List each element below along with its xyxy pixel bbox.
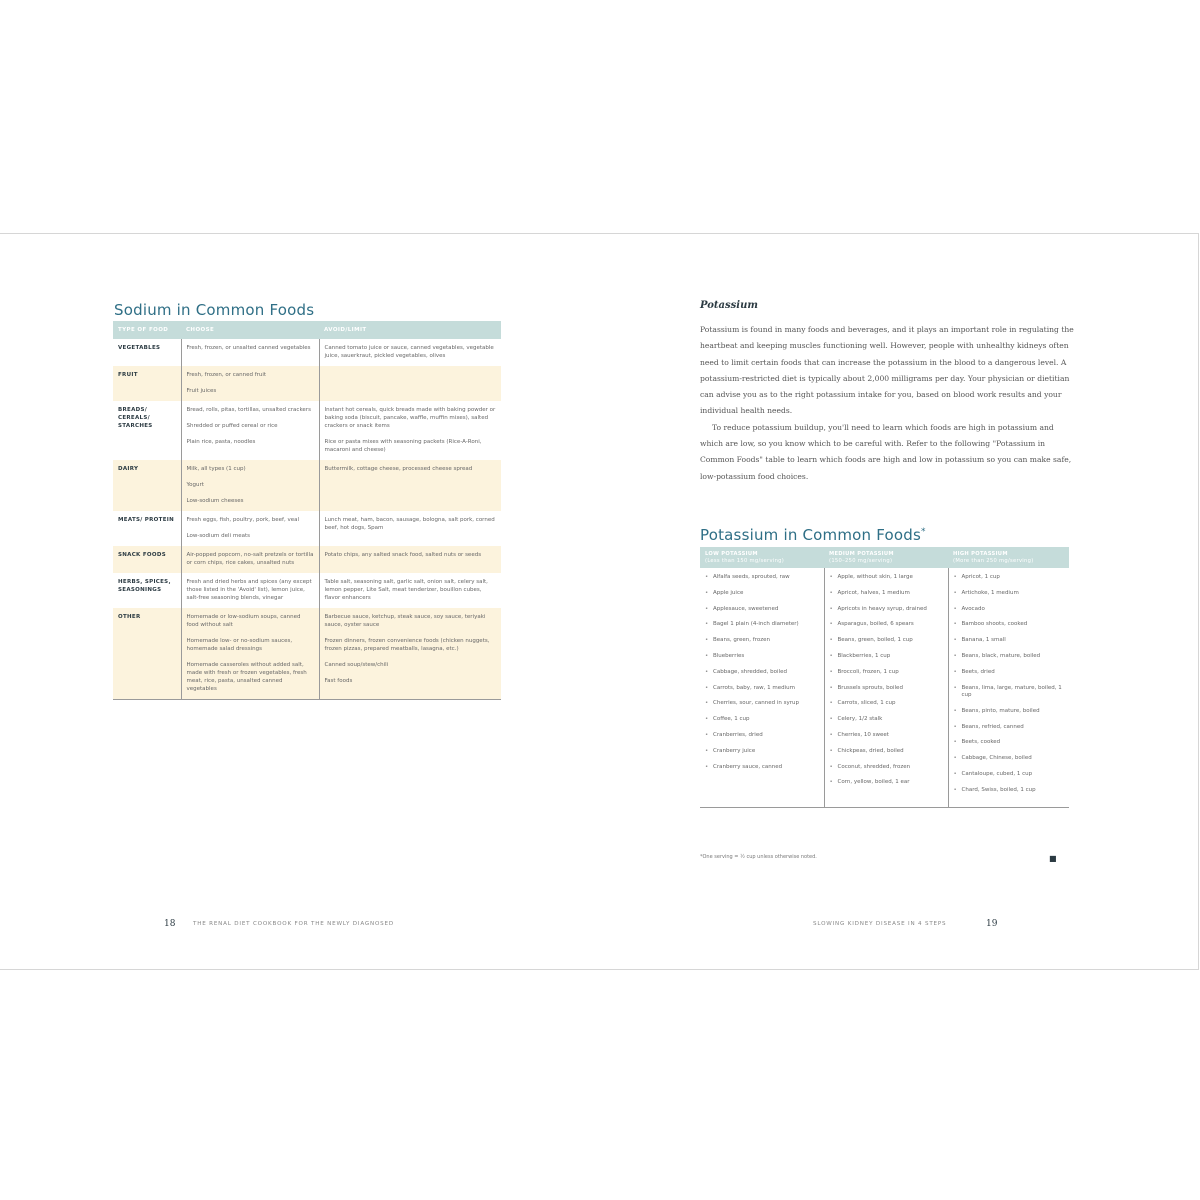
choose-cell	[181, 546, 319, 573]
choose-cell	[181, 366, 319, 401]
food-category: FRUIT	[113, 366, 181, 401]
choose-item: Homemade low- or no-sodium sauces, homemade salad dressings	[186, 638, 293, 652]
high-potassium-item: • Beans, pinto, mature, boiled	[953, 708, 1066, 716]
low-potassium-item: • Alfalfa seeds, sprouted, raw	[704, 574, 820, 582]
low-potassium-item: • Bagel 1 plain (4-inch diameter)	[704, 621, 820, 629]
medium-potassium-item: • Celery, 1/2 stalk	[829, 716, 944, 724]
column-header: TYPE OF FOOD	[113, 321, 181, 339]
low-potassium-item: • Beans, green, frozen	[704, 637, 820, 645]
choose-item: Low-sodium deli meats	[186, 533, 250, 539]
column-label: LOW POTASSIUM	[705, 551, 758, 557]
sodium-table-header	[113, 321, 501, 339]
high-potassium-item: • Beans, lima, large, mature, boiled, 1 cup	[953, 685, 1066, 700]
high-potassium-item: • Banana, 1 small	[953, 637, 1066, 645]
food-category: BREADS/ CEREALS/ STARCHES	[118, 407, 153, 429]
sodium-table-row	[113, 546, 501, 573]
avoid-item: Potato chips, any salted snack food, salted nuts or seeds	[324, 552, 482, 558]
medium-potassium-item: • Blackberries, 1 cup	[829, 653, 944, 661]
high-potassium-item: • Artichoke, 1 medium	[953, 590, 1066, 598]
food-category: SNACK FOODS	[113, 546, 181, 573]
column-header: CHOOSE	[181, 321, 319, 339]
avoid-cell	[319, 546, 501, 573]
choose-cell	[181, 511, 319, 546]
high-potassium-item: • Beets, dried	[953, 669, 1066, 677]
medium-potassium-item: • Asparagus, boiled, 6 spears	[829, 621, 944, 629]
running-head: THE RENAL DIET COOKBOOK FOR THE NEWLY DIAGNOSED	[193, 921, 394, 927]
avoid-cell	[319, 401, 501, 460]
left-page	[0, 234, 599, 969]
potassium-table-row	[700, 568, 1069, 807]
choose-item: Fresh and dried herbs and spices (any except those listed in the 'Avoid' list), lemon juice, salt-free seasoning blends, vinegar	[186, 579, 312, 601]
choose-cell	[181, 573, 319, 608]
low-potassium-item: • Coffee, 1 cup	[704, 716, 820, 724]
sodium-table-row	[113, 366, 501, 401]
low-potassium-item: • Cabbage, shredded, boiled	[704, 669, 820, 677]
choose-item: Shredded or puffed cereal or rice	[186, 423, 278, 429]
title-footnote-mark: *	[921, 527, 926, 537]
sodium-table-row	[113, 460, 501, 511]
low-potassium-item: • Applesauce, sweetened	[704, 606, 820, 614]
low-potassium-list	[704, 574, 820, 771]
avoid-item: Barbecue sauce, ketchup, steak sauce, soy sauce, teriyaki sauce, oyster sauce	[324, 614, 486, 628]
medium-potassium-item: • Apricots in heavy syrup, drained	[829, 606, 944, 614]
medium-potassium-item: • Carrots, sliced, 1 cup	[829, 700, 944, 708]
avoid-cell	[319, 339, 501, 366]
medium-potassium-item: • Brussels sprouts, boiled	[829, 685, 944, 693]
medium-potassium-item: • Beans, green, boiled, 1 cup	[829, 637, 944, 645]
choose-item: Homemade casseroles without added salt, made with fresh or frozen vegetables, fresh meat, rice, pasta, unsalted canned vegetables	[186, 662, 307, 692]
avoid-cell	[319, 460, 501, 511]
choose-item: Plain rice, pasta, noodles	[186, 439, 256, 445]
low-potassium-item: • Cranberry sauce, canned	[704, 764, 820, 772]
low-potassium-item: • Blueberries	[704, 653, 820, 661]
low-potassium-item: • Cranberry juice	[704, 748, 820, 756]
book-spread	[0, 233, 1199, 970]
sodium-table	[113, 321, 501, 700]
high-potassium-item: • Cantaloupe, cubed, 1 cup	[953, 771, 1066, 779]
medium-potassium-item: • Coconut, shredded, frozen	[829, 764, 944, 772]
high-potassium-item: • Beans, black, mature, boiled	[953, 653, 1066, 661]
high-potassium-item: • Bamboo shoots, cooked	[953, 621, 1066, 629]
column-label: HIGH POTASSIUM	[953, 551, 1008, 557]
sodium-table-row	[113, 511, 501, 546]
low-potassium-item: • Cranberries, dried	[704, 732, 820, 740]
medium-potassium-item: • Cherries, 10 sweet	[829, 732, 944, 740]
potassium-table-title	[700, 526, 926, 544]
medium-potassium-item: • Apple, without skin, 1 large	[829, 574, 944, 582]
food-category: MEATS/ PROTEIN	[118, 517, 174, 523]
sodium-table-row	[113, 573, 501, 608]
avoid-cell	[319, 366, 501, 401]
choose-item: Low-sodium cheeses	[186, 498, 244, 504]
food-category: HERBS, SPICES, SEASONINGS	[118, 579, 171, 593]
avoid-cell	[319, 608, 501, 700]
medium-potassium-cell	[824, 568, 948, 807]
avoid-item: Canned soup/stew/chili	[324, 662, 389, 668]
food-category: DAIRY	[113, 460, 181, 511]
choose-cell	[181, 460, 319, 511]
potassium-table	[700, 547, 1069, 808]
running-head: SLOWING KIDNEY DISEASE IN 4 STEPS	[813, 921, 947, 927]
right-page	[600, 234, 1198, 969]
medium-potassium-item: • Corn, yellow, boiled, 1 ear	[829, 779, 944, 787]
high-potassium-item: • Cabbage, Chinese, boiled	[953, 755, 1066, 763]
medium-potassium-item: • Chickpeas, dried, boiled	[829, 748, 944, 756]
choose-item: Air-popped popcorn, no-salt pretzels or tortilla or corn chips, rice cakes, unsalted nuts	[186, 552, 314, 566]
column-header: AVOID/LIMIT	[319, 321, 501, 339]
paragraph: To reduce potassium buildup, you'll need to learn which foods are high in potassium and which are low, so you know which to be careful with. Refer to the following "Potassium in Common Foods" table to learn which foods are high and low in potassium so you can make safe, low-potassium food choices.	[700, 422, 1072, 481]
food-category: OTHER	[113, 608, 181, 700]
end-mark: ■	[1049, 854, 1057, 863]
page-number: 18	[164, 919, 176, 929]
food-category: VEGETABLES	[118, 345, 161, 351]
paragraph: Potassium is found in many foods and beverages, and it plays an important role in regulating the heartbeat and keeping muscles functioning well. However, people with unhealthy kidneys often need to limit certain foods that can increase the potassium in the blood to a dangerous level. A potassium-restricted diet is typically about 2,000 milligrams per day. Your physician or dietitian can advise you as to the right potassium intake for you, based on blood work results and your individual health needs.	[700, 325, 1074, 416]
medium-potassium-item: • Broccoli, frozen, 1 cup	[829, 669, 944, 677]
sodium-table-row	[113, 339, 501, 366]
high-potassium-item: • Apricot, 1 cup	[953, 574, 1066, 582]
choose-item: Milk, all types (1 cup)	[186, 466, 246, 472]
sodium-table-row	[113, 401, 501, 460]
avoid-item: Canned tomato juice or sauce, canned vegetables, vegetable juice, sauerkraut, pickled vegetables, olives	[324, 345, 494, 359]
choose-item: Bread, rolls, pitas, tortillas, unsalted crackers	[186, 407, 311, 413]
high-potassium-item: • Beets, cooked	[953, 739, 1066, 747]
high-potassium-list	[953, 574, 1066, 794]
choose-item: Fresh, frozen, or unsalted canned vegetables	[186, 345, 311, 351]
medium-potassium-list	[829, 574, 944, 787]
potassium-heading: Potassium	[700, 300, 758, 311]
column-header	[824, 547, 948, 568]
avoid-item: Lunch meat, ham, bacon, sausage, bologna, salt pork, corned beef, hot dogs, Spam	[324, 517, 495, 531]
column-sublabel: (Less than 150 mg/serving)	[705, 558, 785, 564]
column-sublabel: (More than 250 mg/serving)	[953, 558, 1034, 564]
choose-item: Yogurt	[186, 482, 204, 488]
sodium-table-row	[113, 608, 501, 700]
medium-potassium-item: • Apricot, halves, 1 medium	[829, 590, 944, 598]
avoid-cell	[319, 511, 501, 546]
high-potassium-item: • Avocado	[953, 606, 1066, 614]
choose-item: Homemade or low-sodium soups, canned food without salt	[186, 614, 301, 628]
choose-item: Fruit juices	[186, 388, 217, 394]
avoid-item: Instant hot cereals, quick breads made with baking powder or baking soda (biscuit, pancake, waffle, muffin mixes), salted crackers or snack items	[324, 407, 496, 429]
high-potassium-cell	[948, 568, 1069, 807]
choose-cell	[181, 401, 319, 460]
choose-cell	[181, 608, 319, 700]
low-potassium-item: • Cherries, sour, canned in syrup	[704, 700, 820, 708]
avoid-item: Rice or pasta mixes with seasoning packets (Rice-A-Roni, macaroni and cheese)	[324, 439, 482, 453]
column-sublabel: (150–250 mg/serving)	[829, 558, 893, 564]
potassium-table-header	[700, 547, 1069, 568]
column-label: MEDIUM POTASSIUM	[829, 551, 894, 557]
column-header	[948, 547, 1069, 568]
table-footnote: *One serving = ½ cup unless otherwise noted.	[700, 854, 817, 860]
avoid-item: Fast foods	[324, 678, 353, 684]
high-potassium-item: • Chard, Swiss, boiled, 1 cup	[953, 787, 1066, 795]
sodium-table-title: Sodium in Common Foods	[114, 301, 315, 319]
low-potassium-cell	[700, 568, 824, 807]
choose-item: Fresh eggs, fish, poultry, pork, beef, veal	[186, 517, 299, 523]
high-potassium-item: • Beans, refried, canned	[953, 724, 1066, 732]
avoid-item: Frozen dinners, frozen convenience foods (chicken nuggets, frozen pizzas, prepared meatballs, lasagna, etc.)	[324, 638, 490, 652]
choose-item: Fresh, frozen, or canned fruit	[186, 372, 267, 378]
avoid-cell	[319, 573, 501, 608]
avoid-item: Buttermilk, cottage cheese, processed cheese spread	[324, 466, 473, 472]
choose-cell	[181, 339, 319, 366]
column-header	[700, 547, 824, 568]
page-number: 19	[986, 919, 998, 929]
avoid-item: Table salt, seasoning salt, garlic salt, onion salt, celery salt, lemon pepper, Lite Salt, meat tenderizer, bouillon cubes, flavor enhancers	[324, 579, 488, 601]
low-potassium-item: • Carrots, baby, raw, 1 medium	[704, 685, 820, 693]
low-potassium-item: • Apple juice	[704, 590, 820, 598]
title-text: Potassium in Common Foods	[700, 526, 921, 544]
potassium-body-text	[700, 322, 1078, 485]
